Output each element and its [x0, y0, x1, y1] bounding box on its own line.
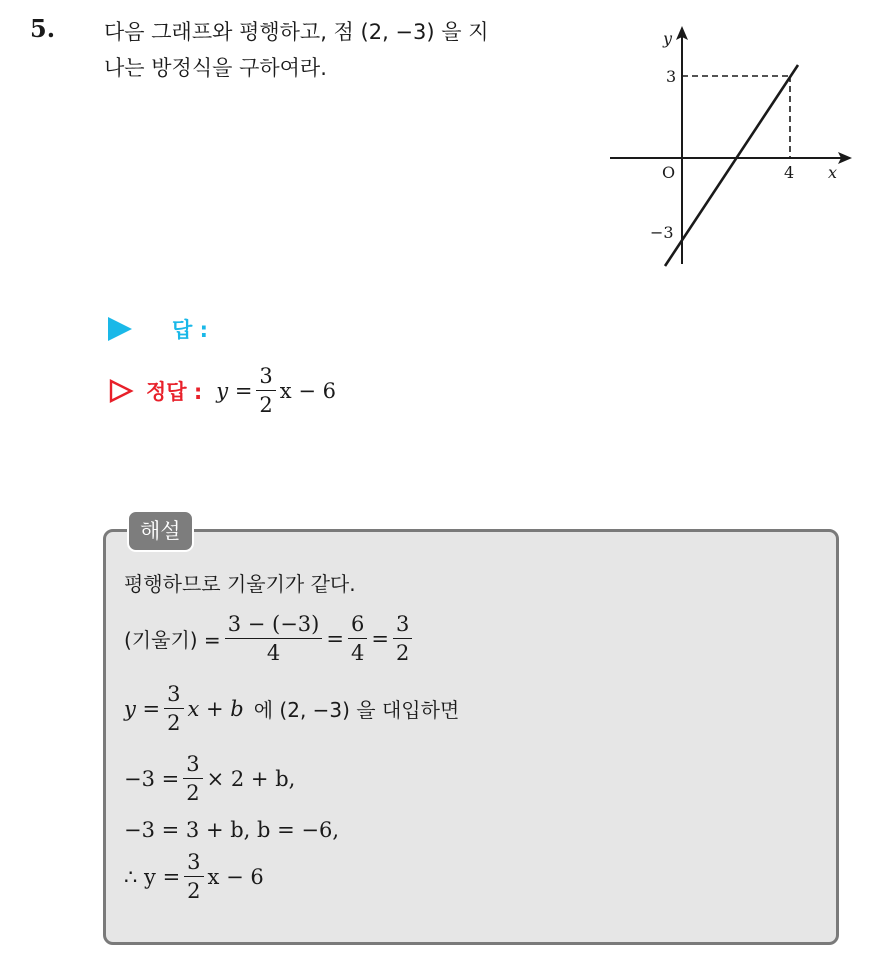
x-axis-label: x — [828, 163, 838, 182]
substitution-text: 에 (2, −3) 을 대입하면 — [253, 698, 460, 722]
therefore-lhs: ∴ y = — [124, 864, 181, 889]
solution-equation-5: −3 = 3 + b, b = −6, — [124, 818, 340, 842]
fraction-denominator: 4 — [266, 641, 281, 665]
equals-sign: = — [326, 626, 344, 651]
graph-line — [665, 65, 798, 266]
eq-fraction — [183, 752, 202, 805]
fraction-denominator: 2 — [395, 641, 410, 665]
answer-row — [108, 314, 208, 344]
solution-text-1: 평행하므로 기울기가 같다. — [124, 572, 356, 596]
fraction-denominator: 2 — [167, 711, 181, 735]
eq-rest: x − 6 — [279, 378, 336, 403]
answer-arrow-icon — [108, 317, 132, 341]
eq-fraction — [184, 850, 203, 903]
solution-line-5 — [124, 818, 339, 842]
slope-label: (기울기) = — [124, 628, 221, 652]
question-number: 5. — [30, 14, 56, 43]
x-tick-4: 4 — [784, 163, 795, 182]
answer-label: 답 : — [172, 318, 208, 342]
fraction-numerator: 3 − (−3) — [225, 612, 323, 639]
solution-line-4 — [124, 752, 295, 805]
fraction-numerator: 6 — [348, 612, 367, 639]
correct-answer-equation — [216, 364, 336, 417]
eq-rest: x − 6 — [207, 864, 264, 889]
eq-fraction — [256, 364, 275, 417]
origin-label: O — [662, 163, 676, 182]
eq-lhs: y = — [216, 378, 253, 403]
eq-fraction — [164, 682, 183, 735]
y-axis-label: y — [663, 29, 673, 48]
solution-line-3 — [124, 682, 459, 735]
solution-tag: 해설 — [127, 510, 194, 552]
slope-fraction-3 — [393, 612, 412, 665]
eq-rest: × 2 + b, — [206, 766, 296, 791]
question-line-2: 나는 방정식을 구하여라. — [104, 56, 327, 80]
eq-rest: x + b — [187, 696, 244, 721]
y-tick-minus-3: −3 — [650, 223, 674, 242]
fraction-denominator: 2 — [259, 393, 273, 417]
equals-sign: = — [371, 626, 389, 651]
fraction-denominator: 2 — [186, 781, 200, 805]
slope-fraction-2 — [348, 612, 367, 665]
outline-triangle-icon — [108, 378, 134, 404]
question-text — [104, 14, 594, 86]
slope-fraction-1 — [225, 612, 323, 665]
eq-lhs: y = — [124, 696, 161, 721]
fraction-denominator: 4 — [350, 641, 365, 665]
correct-answer-label: 정답 : — [146, 379, 203, 404]
solution-line-2 — [124, 612, 416, 665]
fraction-numerator: 3 — [183, 752, 202, 779]
fraction-denominator: 2 — [187, 879, 201, 903]
y-tick-3: 3 — [666, 67, 677, 86]
eq-lhs: −3 = — [124, 766, 180, 791]
correct-answer-row — [108, 364, 336, 417]
fraction-numerator: 3 — [184, 850, 203, 877]
solution-line-6 — [124, 850, 264, 903]
fraction-numerator: 3 — [393, 612, 412, 639]
solution-line-1 — [124, 568, 356, 597]
fraction-numerator: 3 — [256, 364, 275, 391]
line-graph — [600, 20, 860, 270]
question-line-1: 다음 그래프와 평행하고, 점 (2, −3) 을 지 — [104, 20, 489, 44]
fraction-numerator: 3 — [164, 682, 183, 709]
